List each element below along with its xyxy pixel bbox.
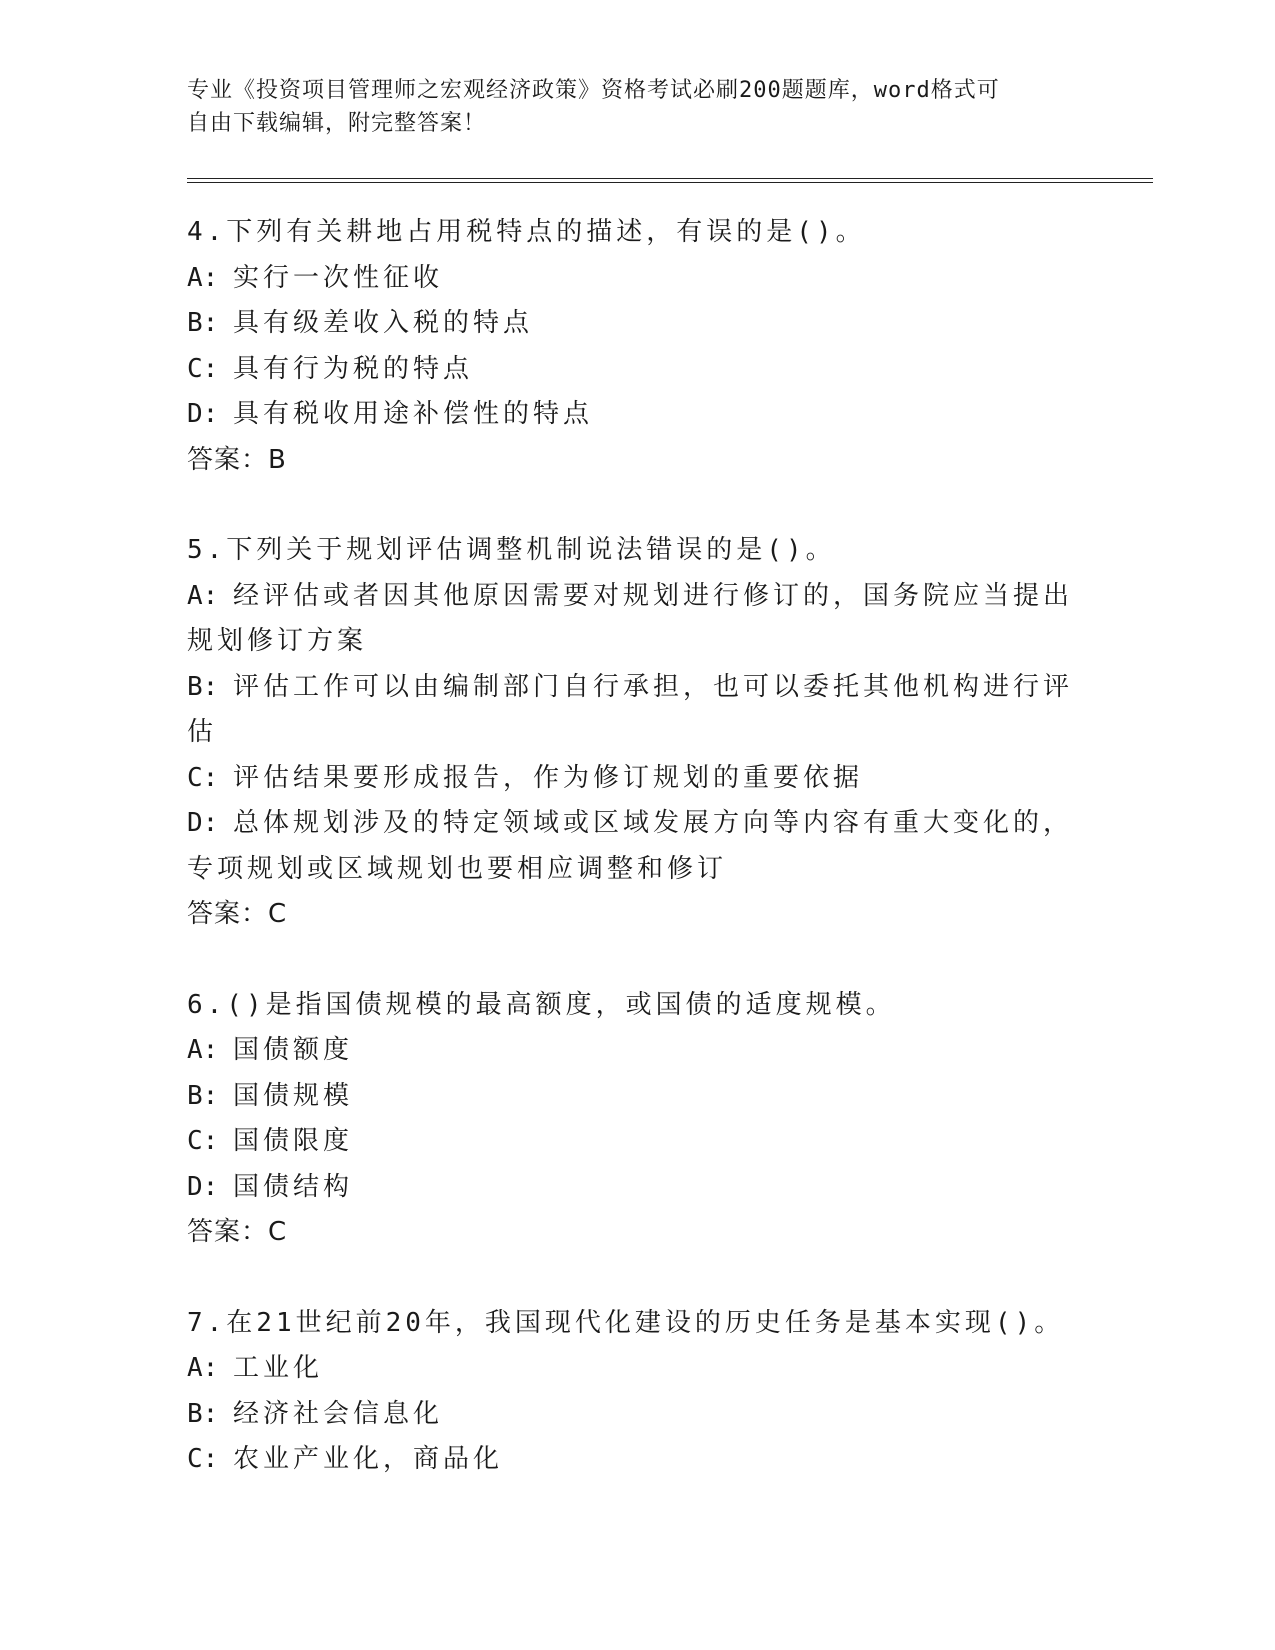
option-d bbox=[187, 392, 1087, 438]
option-a bbox=[187, 256, 1087, 302]
header-line-1: 专业《投资项目管理师之宏观经济政策》资格考试必刷200题题库，word格式可 bbox=[187, 78, 1000, 103]
option-letter: B: bbox=[187, 1080, 219, 1111]
option-c bbox=[187, 1119, 1087, 1165]
option-letter: A: bbox=[187, 1035, 219, 1065]
option-text: 评估工作可以由编制部门自行承担，也可以委托其他机构进行评估 bbox=[187, 671, 1074, 747]
question-4 bbox=[187, 210, 1087, 483]
option-a bbox=[187, 1346, 1087, 1392]
answer: 答案：C bbox=[187, 899, 288, 929]
option-text: 农业产业化，商品化 bbox=[233, 1444, 504, 1474]
option-b bbox=[187, 1074, 1087, 1120]
question-stem: 7.在21世纪前20年，我国现代化建设的历史任务是基本实现()。 bbox=[187, 1307, 1065, 1338]
option-letter: D: bbox=[187, 808, 219, 838]
option-letter: A: bbox=[187, 1353, 219, 1383]
option-d bbox=[187, 801, 1087, 892]
option-letter: C: bbox=[187, 762, 219, 793]
option-b bbox=[187, 301, 1087, 347]
option-letter: B: bbox=[187, 671, 219, 702]
option-text: 国债规模 bbox=[233, 1080, 354, 1111]
option-letter: B: bbox=[187, 1398, 219, 1429]
option-text: 具有级差收入税的特点 bbox=[233, 308, 534, 338]
option-c bbox=[187, 756, 1087, 802]
option-letter: C: bbox=[187, 1444, 219, 1474]
option-letter: D: bbox=[187, 1171, 219, 1202]
option-text: 国债结构 bbox=[233, 1171, 354, 1202]
option-letter: C: bbox=[187, 1126, 219, 1156]
option-text: 经评估或者因其他原因需要对规划进行修订的，国务院应当提出规划修订方案 bbox=[187, 580, 1074, 656]
option-c bbox=[187, 347, 1087, 393]
option-letter: A: bbox=[187, 580, 219, 611]
option-letter: D: bbox=[187, 399, 219, 429]
option-letter: B: bbox=[187, 308, 219, 338]
option-a bbox=[187, 1028, 1087, 1074]
option-c bbox=[187, 1437, 1087, 1483]
option-letter: C: bbox=[187, 353, 219, 384]
option-text: 实行一次性征收 bbox=[233, 262, 444, 293]
option-text: 评估结果要形成报告，作为修订规划的重要依据 bbox=[233, 762, 864, 793]
answer: 答案：C bbox=[187, 1217, 288, 1247]
header-line-2: 自由下载编辑，附完整答案！ bbox=[187, 111, 487, 136]
option-text: 工业化 bbox=[233, 1353, 324, 1383]
option-text: 具有行为税的特点 bbox=[233, 353, 474, 384]
option-text: 具有税收用途补偿性的特点 bbox=[233, 399, 594, 429]
option-a bbox=[187, 574, 1087, 665]
option-b bbox=[187, 665, 1087, 756]
question-list bbox=[187, 210, 1087, 1483]
question-5 bbox=[187, 528, 1087, 938]
question-7 bbox=[187, 1301, 1087, 1483]
option-b bbox=[187, 1392, 1087, 1438]
option-text: 国债额度 bbox=[233, 1035, 354, 1065]
option-text: 国债限度 bbox=[233, 1126, 354, 1156]
document-header bbox=[187, 74, 1087, 140]
question-stem: 4.下列有关耕地占用税特点的描述，有误的是()。 bbox=[187, 217, 866, 247]
header-divider bbox=[187, 178, 1153, 183]
answer: 答案：B bbox=[187, 444, 287, 475]
question-stem: 6.()是指国债规模的最高额度，或国债的适度规模。 bbox=[187, 989, 896, 1020]
question-stem: 5.下列关于规划评估调整机制说法错误的是()。 bbox=[187, 535, 836, 565]
option-d bbox=[187, 1165, 1087, 1211]
question-6 bbox=[187, 983, 1087, 1256]
option-letter: A: bbox=[187, 262, 219, 293]
option-text: 经济社会信息化 bbox=[233, 1398, 444, 1429]
option-text: 总体规划涉及的特定领域或区域发展方向等内容有重大变化的，专项规划或区域规划也要相应调整和修订 bbox=[187, 808, 1074, 884]
